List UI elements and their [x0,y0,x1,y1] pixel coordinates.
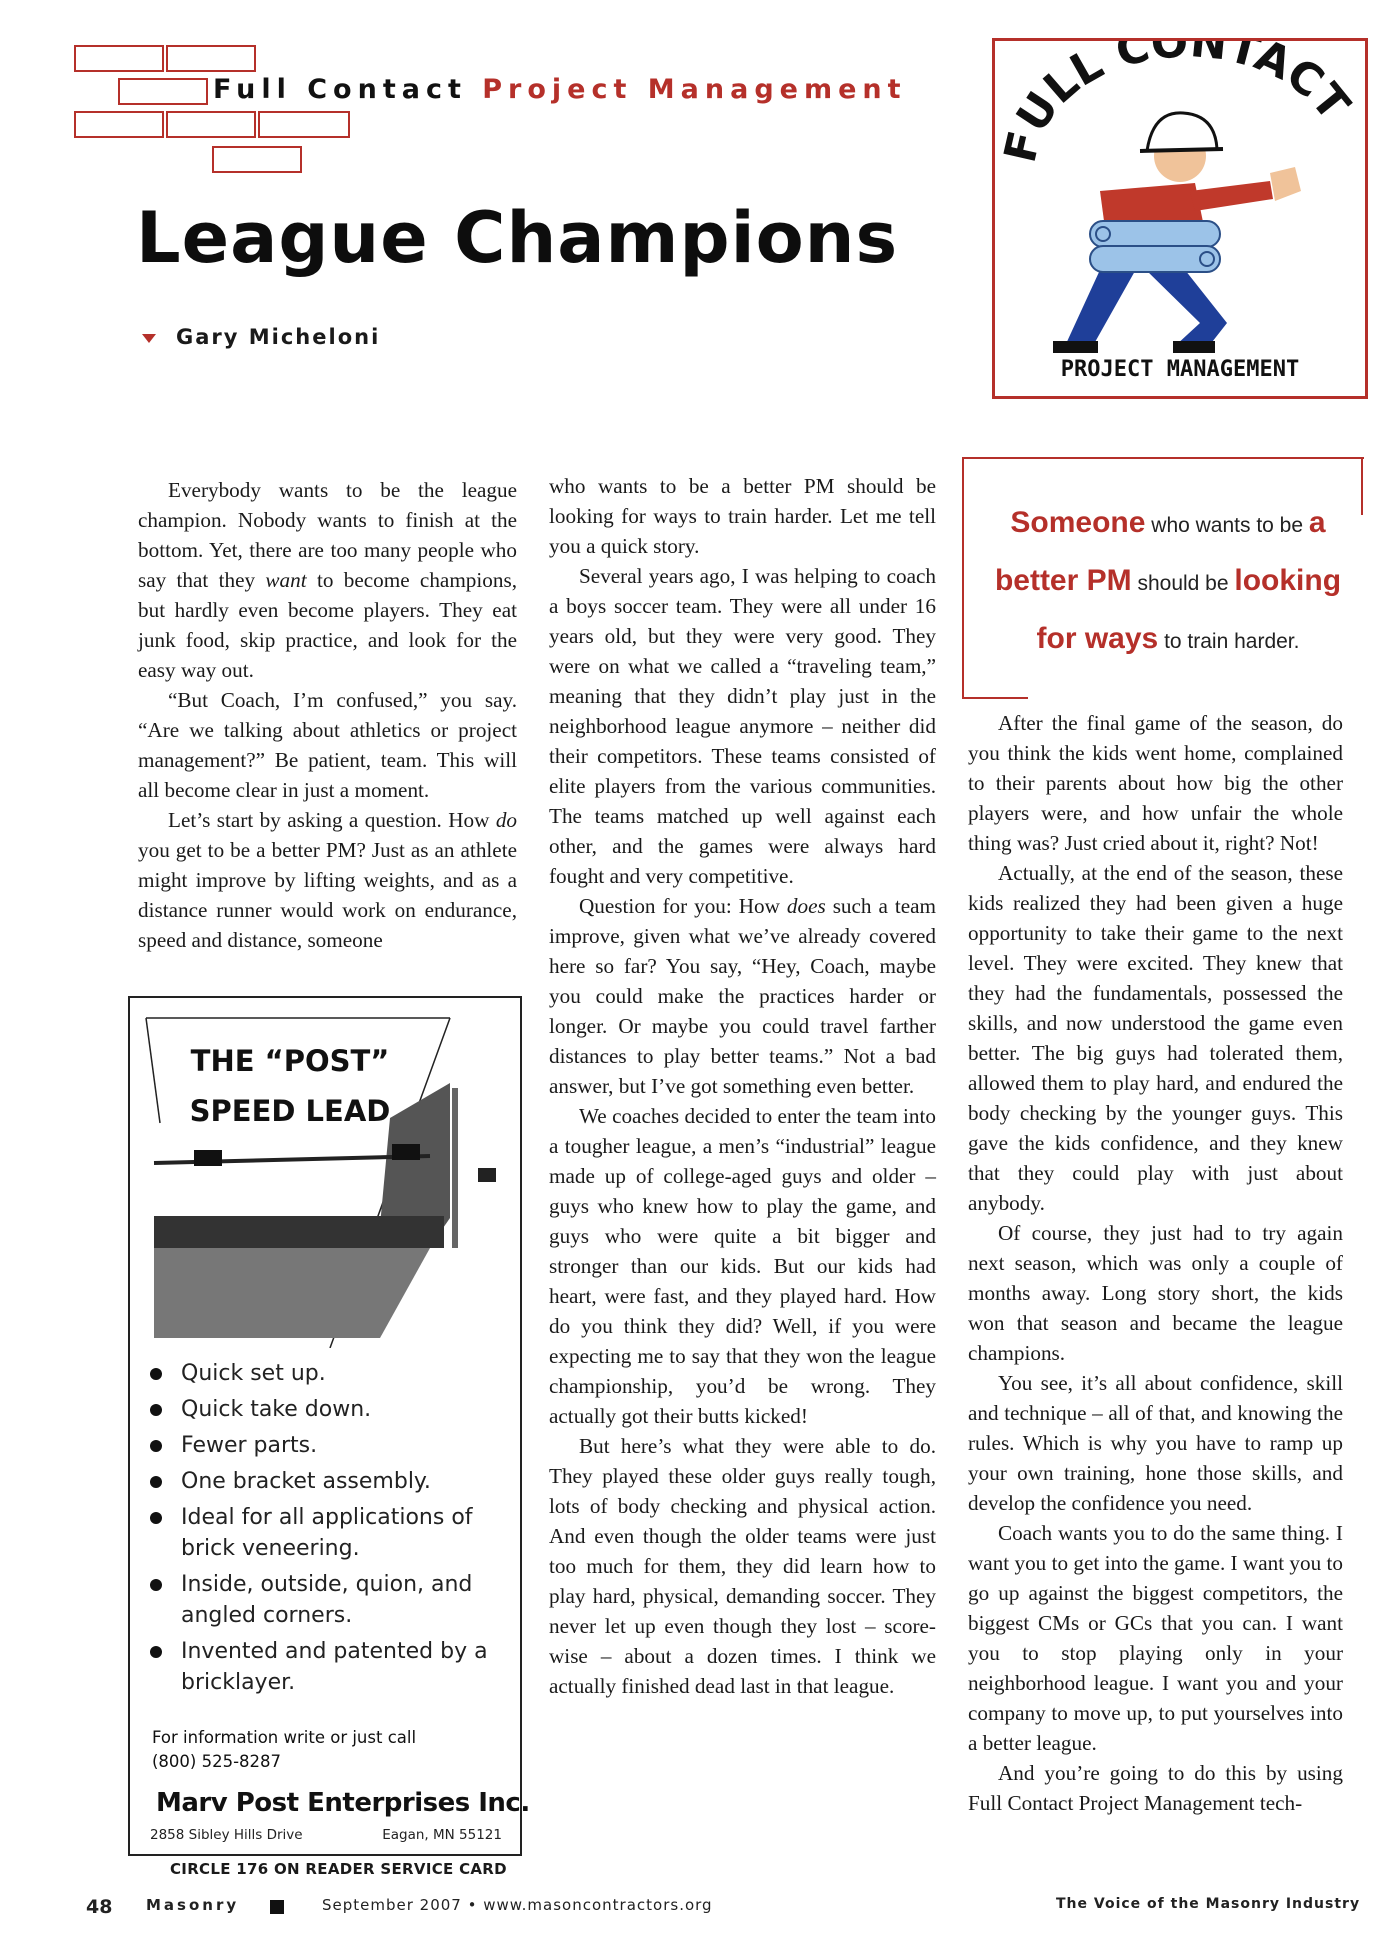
author-name: Gary Micheloni [176,325,381,349]
pull-quote: Someone who wants to be a better PM should be looking for ways to train harder. [994,506,1342,655]
bracket [392,1144,420,1160]
article-column-1 [138,475,517,955]
brick [74,111,164,138]
paragraph: And you’re going to do this by using Full Contact Project Management tech- [968,1761,1343,1815]
byline [142,325,380,349]
logo-illustration [995,41,1365,396]
triangle-bullet-icon [142,334,156,343]
page-number: 48 [86,1896,113,1918]
article-column-3 [968,708,1343,1818]
paragraph: You see, it’s all about confidence, skill and technique – all of that, and knowing the rules. Which is why you have to ramp up your own training, hone those skills, and develop the confidence you need. [968,1371,1343,1515]
series-title [213,74,907,105]
list-item: One bracket assembly. [146,1466,506,1497]
ad-contact-info: For information write or just call (800) 525-8287 [152,1726,416,1774]
paragraph: who wants to be a better PM should be looking for ways to train harder. Let me tell you a quick story. [549,474,936,558]
paragraph: Of course, they just had to try again next season, which was only a couple of months away. Long story short, the kids won that season and became the league champions. [968,1221,1343,1365]
list-item: Inside, outside, quion, and angled corners. [146,1569,506,1631]
hardhat-brim [1140,149,1223,151]
paragraph: Everybody wants to be the league champion. Nobody wants to finish at the bottom. Yet, there are too many people who say that they want to become champions, but hardly even become players. They eat junk food, skip practice, and look for the easy way out. [138,478,518,682]
paragraph: Actually, at the end of the season, these kids realized they had been given a huge opportunity to take their game to the next level. They were excited. They knew that they had the fundamentals, possessed the skills, and now understood the game even better. The big guys had tolerated them, allowed them to play hard, and endured the body checking by the younger guys. This gave the kids confidence, and they knew that they could play with just about anybody. [968,861,1343,1215]
post-clamp [478,1168,496,1182]
paragraph: Several years ago, I was helping to coach a boys soccer team. They were all under 16 years old, but they were very good. They were on what we called a “traveling team,” meaning that they didn’t play just in the neighborhood league anymore – neither did their competitors. These teams consisted of elite players from the various communities. The teams matched up well against each other, and the games were always hard fought and very competitive. [549,564,936,888]
logo-boot-front [1173,341,1215,353]
list-item: Ideal for all applications of brick veneering. [146,1502,506,1564]
paragraph: “But Coach, I’m confused,” you say. “Are we talking about athletics or project management?” Be patient, team. This will all become clear in just a moment. [138,688,517,802]
ad-address: 2858 Sibley Hills Drive [150,1827,303,1843]
logo-arc-text: FULL CONTACT [995,41,1360,168]
logo-bottom-text: PROJECT MANAGEMENT [1060,357,1300,382]
advertisement [128,996,530,1856]
ad-city: Eagan, MN 55121 [382,1827,502,1843]
paragraph: Question for you: How does such a team improve, given what we’ve already covered here so far? You say, “Hey, Coach, maybe you could make the practices harder or longer. Or maybe you could travel farther distances to play better teams.” Not a bad answer, but I’ve got something even better. [549,894,937,1098]
series-title-part2: Project Management [482,74,907,105]
brick [166,111,256,138]
ad-phone: (800) 525-8287 [152,1752,282,1771]
brick-wall-front [154,1248,430,1338]
brick [258,111,350,138]
paragraph: Coach wants you to do the same thing. I want you to get into the game. I want you to go up against the biggest competitors, the biggest CMs or GCs that you can. I want you to stop playing only in your neighborhood league. I want you and your company to move up, to put yourselves into a better league. [968,1521,1343,1755]
square-bullet-icon [270,1900,284,1914]
brick [212,146,302,173]
brick [166,45,256,72]
brick [118,78,208,105]
logo-boot-back [1053,341,1098,353]
ad-company-name: Marv Post Enterprises Inc. [156,1788,530,1818]
list-item: Invented and patented by a bricklayer. [146,1636,506,1698]
brick [74,45,164,72]
article-title: League Champions [136,197,899,279]
hardhat-icon [1147,113,1217,151]
pull-quote-rule [962,697,1028,699]
list-item: Quick set up. [146,1358,506,1389]
series-title-part1: Full Contact [213,74,467,105]
brick-course [154,1216,444,1248]
paragraph: Let’s start by asking a question. How do you get to be a better PM? Just as an athlete might improve by lifting weights, and as a distance runner would work on endurance, speed and distance, someone [138,808,518,952]
paragraph: But here’s what they were able to do. They played these older guys really tough, lots of body checking and physical action. And even though the older teams were just too much for them, they did learn how to play hard, physical, demanding soccer. They never let up even though they lost – score-wise – about a dozen times. I think we actually finished dead last in that league. [549,1434,936,1698]
list-item: Quick take down. [146,1394,506,1425]
ad-feature-list [146,1358,506,1703]
article-column-2 [549,471,936,1701]
list-item: Fewer parts. [146,1430,506,1461]
magazine-tagline: The Voice of the Masonry Industry [1056,1896,1361,1912]
logo-hand [1270,167,1301,201]
full-contact-logo [992,38,1368,399]
paragraph: After the final game of the season, do you think the kids went home, complained to their parents about how big the other players were, and how unfair the whole thing was? Just cried about it, right? Not! [968,711,1343,855]
reader-service-note: CIRCLE 176 ON READER SERVICE CARD [170,1860,507,1878]
bracket [194,1150,222,1166]
magazine-name: Masonry [146,1896,240,1914]
paragraph: We coaches decided to enter the team into a tougher league, a men’s “industrial” league made up of college-aged guys and older – guys who knew how to play the game, and guys who were quite a bit bigger and stronger than our kids. But our kids had heart, were fast, and they played hard. How do you think they did? Well, if you were expecting me to say that they won the league championship, you’d be wrong. They actually got their butts kicked! [549,1104,936,1428]
logo-arm [1190,181,1273,211]
ad-title: THE “POST” SPEED LEAD [189,1044,391,1128]
issue-date-url: September 2007 • www.masoncontractors.org [322,1896,713,1914]
